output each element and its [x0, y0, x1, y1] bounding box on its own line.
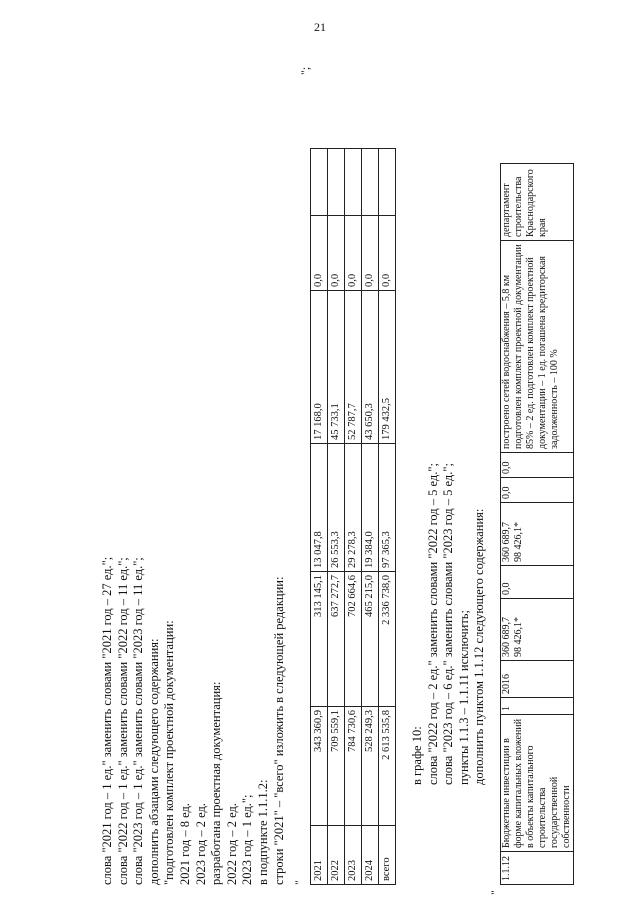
text-line: 2023 год – 2 ед. [193, 803, 208, 885]
table-cell: 2 613 535,8 [379, 707, 396, 826]
text-line: пункты 1.1.3 – 1.1.11 исключить; [456, 610, 471, 785]
middle-text [410, 463, 488, 785]
text-line: слова "2023 год – 6 ед." заменить словами "2023 год – 5 ед."; [441, 463, 456, 785]
table-cell: 343 360,9 [311, 707, 328, 826]
text-line: строки "2021" – "всего" изложить в следующей редакции: [271, 576, 286, 885]
funding-table [310, 148, 396, 885]
text-line: дополнить абзацами следующего содержания: [146, 638, 161, 885]
item-executor: департамент строительства Краснодарского края [501, 164, 574, 241]
table-cell: 465 215,0 [362, 572, 379, 707]
table-cell [345, 149, 362, 216]
item-name: Бюджетные инвестиции в форме капитальных вложений в объекты капитального строительства государственной собственности [501, 715, 574, 852]
page-number: 21 [314, 20, 326, 34]
item-kb: 360 689,7 98 426,1* [501, 503, 574, 566]
item-table [500, 163, 574, 885]
item-result: построено сетей водоснабжения – 5,8 км подготовлен комплект проектной документации 85% – 2 ед. подготовлен комплект проектной документации – 1 ед. погашена кредиторская задолженность – 100 % [501, 241, 574, 453]
table-cell: 1 [501, 698, 574, 715]
table-cell: 2022 [328, 826, 345, 885]
table-cell: 17 168,0 [311, 291, 328, 444]
text-line: 2022 год – 2 ед. [224, 803, 239, 885]
table-cell [311, 149, 328, 216]
table-cell: 2024 [362, 826, 379, 885]
table-cell: 709 559,1 [328, 707, 345, 826]
table-cell: 0,0 [328, 216, 345, 291]
table-cell: 784 730,6 [345, 707, 362, 826]
item-fb: 0,0 [501, 566, 574, 599]
table-row [311, 149, 328, 885]
table-row [345, 149, 362, 885]
rotated-content [20, 45, 572, 895]
table-row [501, 164, 574, 885]
table-cell: 702 664,6 [345, 572, 362, 707]
text-line: разработана проектная документация: [209, 681, 224, 885]
table-cell: 637 272,7 [328, 572, 345, 707]
text-line: 2023 год – 1 ед."; [240, 794, 255, 885]
table-cell [379, 149, 396, 216]
item-number: 1.1.12 [501, 852, 574, 885]
text-line: слова "2022 год – 1 ед." заменить словами "2022 год – 11 ед."; [115, 557, 130, 885]
table-cell: 0,0 [362, 216, 379, 291]
quote-open: " [292, 880, 306, 885]
table-cell: 19 384,0 [362, 444, 379, 572]
text-line: "подготовлен комплект проектной документации: [162, 620, 177, 885]
table-cell: всего [379, 826, 396, 885]
table-cell: 97 365,3 [379, 444, 396, 572]
item-mb: 0,0 [501, 478, 574, 503]
table-cell: 0,0 [379, 216, 396, 291]
quote-close: "; [298, 66, 312, 75]
table-row [362, 149, 379, 885]
table-cell: 2 336 738,0 [379, 572, 396, 707]
quote-open-2: " [488, 890, 502, 895]
text-line: слова "2022 год – 2 ед." заменить словами "2022 год – 5 ед."; [425, 463, 440, 785]
table-cell [362, 149, 379, 216]
text-line: слова "2021 год – 1 ед." заменить словами "2021 год – 27 ед."; [100, 556, 114, 885]
table-row [379, 149, 396, 885]
table-cell: 2023 [345, 826, 362, 885]
item-vb: 0,0 [501, 453, 574, 478]
table-cell: 13 047,8 [311, 444, 328, 572]
table-cell: 0,0 [345, 216, 362, 291]
table-cell: 43 650,3 [362, 291, 379, 444]
table-cell: 45 733,1 [328, 291, 345, 444]
intro-text [100, 65, 287, 885]
table-cell: 29 278,3 [345, 444, 362, 572]
text-line: дополнить пунктом 1.1.12 следующего содержания: [472, 508, 487, 785]
text-line: 2021 год – 8 ед. [177, 803, 192, 885]
item-year: 2016 [501, 661, 574, 698]
table-cell: 0,0 [311, 216, 328, 291]
table-cell [328, 149, 345, 216]
table-cell: 313 145,1 [311, 572, 328, 707]
table-row [328, 149, 345, 885]
text-line: в подпункте 1.1.1.2: [255, 779, 270, 885]
table-cell: 2021 [311, 826, 328, 885]
table-cell: 26 553,3 [328, 444, 345, 572]
table-cell: 52 787,7 [345, 291, 362, 444]
text-line: в графе 10: [410, 726, 424, 785]
table-cell: 528 249,3 [362, 707, 379, 826]
table-cell: 179 432,5 [379, 291, 396, 444]
text-line: слова "2023 год – 1 ед." заменить словами "2023 год – 11 ед."; [131, 557, 146, 885]
item-total: 360 689,7 98 426,1* [501, 599, 574, 661]
